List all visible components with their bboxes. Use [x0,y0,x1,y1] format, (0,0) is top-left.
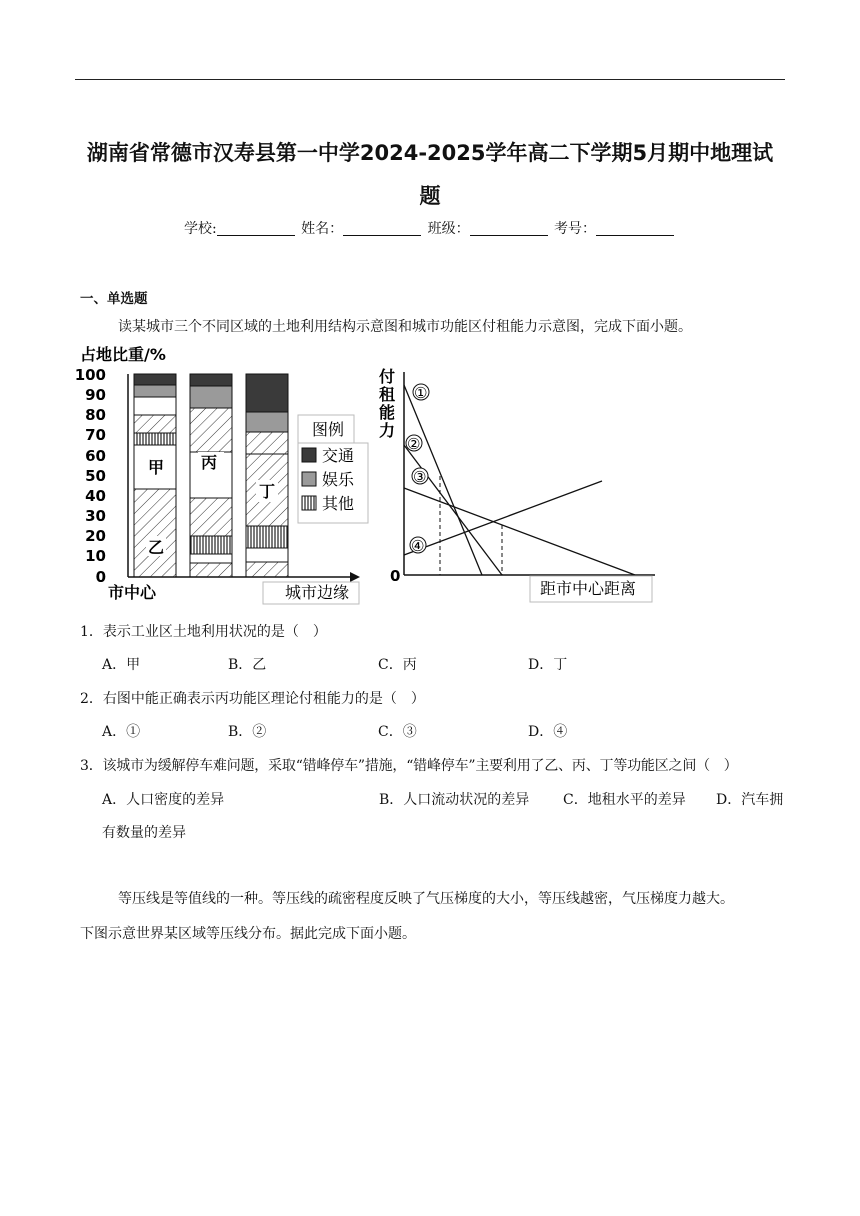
curve-label-1: ① [414,384,428,402]
q3-option-d-wrap: 有数量的差异 [102,825,186,841]
class-blank[interactable] [470,221,548,236]
curve-2 [404,445,502,575]
y-tick-70: 70 [85,426,106,444]
q1-option-c[interactable]: C．丙 [378,657,417,673]
y-tick-100: 100 [74,366,106,384]
y-tick-20: 20 [85,527,106,545]
y-tick-50: 50 [85,467,106,485]
exam-number-blank[interactable] [596,221,674,236]
y-tick-30: 30 [85,507,106,525]
question-3-stem: 3．该城市为缓解停车难问题，采取“错峰停车”措施，“错峰停车”主要利用了乙、丙、丁等功能区之间（ ） [80,758,738,774]
exam-title-line1: 湖南省常德市汉寿县第一中学2024-2025学年高二下学期5月期中地理试 [86,141,774,165]
q3-option-b[interactable]: B．人口流动状况的差异 [379,792,530,808]
class-label: 班级： [427,221,470,237]
passage-2-line2: 下图示意世界某区域等压线分布。据此完成下面小题。 [80,926,416,942]
y-tick-40: 40 [85,487,106,505]
bar-label-bing: 丙 [201,453,218,472]
bar-label-ding: 丁 [259,482,276,501]
question-1-stem: 1．表示工业区土地利用状况的是（ ） [80,624,327,640]
student-info-row [0,218,860,238]
name-label: 姓名： [301,221,344,237]
curve-3 [404,488,635,575]
q2-option-d[interactable]: D．④ [528,724,568,740]
y-tick-60: 60 [85,447,106,465]
curve-label-4: ④ [411,537,425,555]
bar-2 [190,374,232,577]
curve-4 [404,481,602,555]
figure-landuse-and-rent [70,340,670,610]
y-tick-0: 0 [95,568,106,586]
exam-number-label: 考号： [554,221,597,237]
bar-label-jia: 甲 [148,458,165,477]
rent-origin: 0 [390,567,401,585]
y-tick-80: 80 [85,406,106,424]
y-tick-10: 10 [85,547,106,565]
rent-y-title-3: 能 [379,403,396,422]
q1-option-d[interactable]: D．丁 [528,657,568,673]
section-title: 一、单选题 [80,291,148,307]
q2-option-a[interactable]: A．① [102,724,141,740]
curve-marks [406,384,429,555]
rent-y-title-4: 力 [379,421,396,440]
rent-y-title-1: 付 [379,367,396,386]
header-rule [75,79,785,80]
q2-option-c[interactable]: C．③ [378,724,417,740]
q3-option-c[interactable]: C．地租水平的差异 [563,792,686,808]
q3-option-d[interactable]: D．汽车拥 [716,792,784,808]
name-blank[interactable] [343,221,421,236]
y-tick-90: 90 [85,386,106,404]
y-axis-title: 占地比重/% [80,345,166,364]
x-label-center: 市中心 [108,583,157,602]
school-label: 学校: [183,221,217,237]
y-tick-labels [75,366,106,586]
passage-2-line1: 等压线是等值线的一种。等压线的疏密程度反映了气压梯度的大小，等压线越密，气压梯度力越大。 [118,891,734,907]
q3-option-a[interactable]: A．人口密度的差异 [102,792,225,808]
school-blank[interactable] [217,221,295,236]
legend-title: 图例 [312,420,345,439]
legend-entertainment: 娱乐 [322,470,355,489]
x-axis-arrow [350,572,360,582]
bar-1 [134,374,176,577]
rent-chart [379,367,655,602]
x-label-edge: 城市边缘 [285,583,350,602]
q2-option-b[interactable]: B．② [228,724,267,740]
question-2-stem: 2．右图中能正确表示丙功能区理论付租能力的是（ ） [80,691,425,707]
bar-label-yi: 乙 [148,538,165,557]
legend [298,415,368,523]
rent-x-label: 距市中心距离 [540,579,637,598]
legend-other: 其他 [322,494,355,513]
q1-option-a[interactable]: A．甲 [102,657,141,673]
rent-y-title-2: 租 [379,385,396,404]
passage-1: 读某城市三个不同区域的土地利用结构示意图和城市功能区付租能力示意图，完成下面小题。 [118,319,692,335]
legend-transport: 交通 [322,446,355,465]
bar-3 [246,374,288,577]
curve-label-2: ② [407,435,421,453]
curve-label-3: ③ [413,468,427,486]
q1-option-b[interactable]: B．乙 [228,657,267,673]
exam-title-line2: 题 [419,184,441,208]
